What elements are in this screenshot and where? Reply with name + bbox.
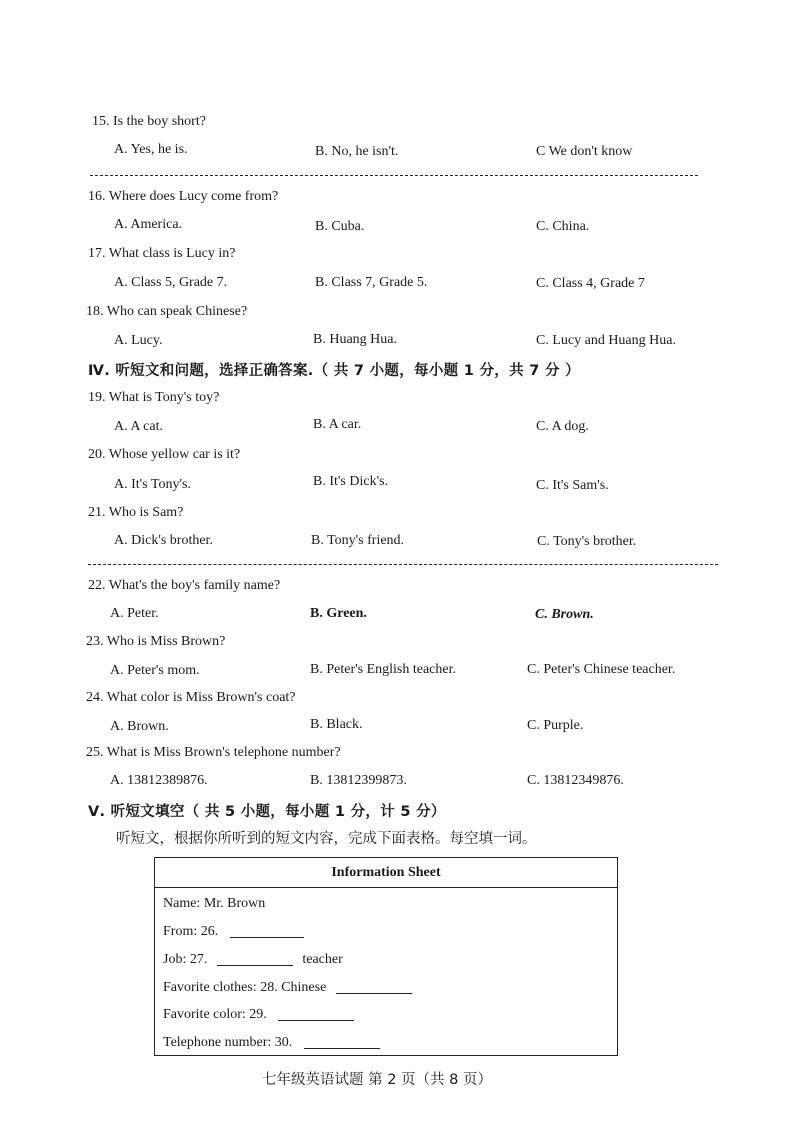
blank-27[interactable] <box>217 951 293 966</box>
clothes-label: Favorite clothes: 28. Chinese <box>163 980 327 995</box>
question-19 <box>88 390 219 406</box>
question-21 <box>88 505 183 521</box>
option-22a: A. Peter. <box>110 606 159 621</box>
option-25b: B. 13812399873. <box>310 773 407 788</box>
option-16a: A. America. <box>114 217 183 232</box>
option-21c: C. Tony's brother. <box>537 534 637 549</box>
blank-26[interactable] <box>230 923 304 938</box>
sheet-phone-row <box>163 1034 380 1051</box>
option-23b: B. Peter's English teacher. <box>310 662 456 677</box>
question-18 <box>86 304 247 320</box>
question-text: Where does Lucy come from? <box>108 189 279 204</box>
cut-line <box>90 175 698 176</box>
question-number: 22. <box>88 578 106 593</box>
section-5-title: Ⅴ. 听短文填空（ 共 5 小题，每小题 1 分，计 5 分） <box>88 804 446 820</box>
option-22c: C. Brown. <box>535 607 594 622</box>
option-22b: B. Green. <box>310 606 367 621</box>
question-number: 21. <box>88 505 106 520</box>
question-text: What color is Miss Brown's coat? <box>106 690 296 705</box>
option-24a: A. Brown. <box>110 719 169 734</box>
option-15c: C We don't know <box>536 144 633 159</box>
question-number: 17. <box>88 246 106 261</box>
question-number: 18. <box>86 304 104 319</box>
option-15a: A. Yes, he is. <box>114 142 188 157</box>
question-23 <box>86 634 225 650</box>
option-23a: A. Peter's mom. <box>110 663 200 678</box>
question-text: What class is Lucy in? <box>108 246 236 261</box>
question-24 <box>86 690 296 706</box>
job-label: Job: 27. <box>163 952 208 967</box>
question-text: Is the boy short? <box>113 114 206 129</box>
option-23c: C. Peter's Chinese teacher. <box>527 662 676 677</box>
question-text: Who is Miss Brown? <box>106 634 226 649</box>
sheet-name-row: Name: Mr. Brown <box>163 896 266 911</box>
question-number: 25. <box>86 745 104 760</box>
option-16c: C. China. <box>536 219 590 234</box>
section-4-title: Ⅳ. 听短文和问题，选择正确答案.（ 共 7 小题，每小题 1 分，共 7 分 ） <box>88 363 580 379</box>
option-20b: B. It's Dick's. <box>313 474 389 489</box>
question-text: Whose yellow car is it? <box>108 447 241 462</box>
option-18c: C. Lucy and Huang Hua. <box>536 333 676 348</box>
blank-28[interactable] <box>336 979 412 994</box>
option-18a: A. Lucy. <box>114 333 163 348</box>
option-24b: B. Black. <box>310 717 363 732</box>
blank-30[interactable] <box>304 1034 380 1049</box>
option-24c: C. Purple. <box>527 718 584 733</box>
question-text: Who is Sam? <box>108 505 184 520</box>
section-5-instruction: 听短文，根据你所听到的短文内容，完成下面表格。每空填一词。 <box>116 831 537 847</box>
question-number: 23. <box>86 634 104 649</box>
question-text: What is Tony's toy? <box>108 390 220 405</box>
sheet-job-row <box>163 951 343 968</box>
option-15b: B. No, he isn't. <box>315 144 399 159</box>
question-number: 20. <box>88 447 106 462</box>
question-text: What's the boy's family name? <box>108 578 281 593</box>
option-17c: C. Class 4, Grade 7 <box>536 276 645 291</box>
option-25a: A. 13812389876. <box>110 773 208 788</box>
question-number: 16. <box>88 189 106 204</box>
question-17 <box>88 246 236 262</box>
option-19c: C. A dog. <box>536 419 589 434</box>
option-19a: A. A cat. <box>114 419 163 434</box>
blank-29[interactable] <box>278 1006 354 1021</box>
option-21b: B. Tony's friend. <box>311 533 405 548</box>
question-number: 24. <box>86 690 104 705</box>
question-number: 15. <box>92 114 110 129</box>
option-18b: B. Huang Hua. <box>313 332 397 347</box>
option-25c: C. 13812349876. <box>527 773 624 788</box>
sheet-heading: Information Sheet <box>155 858 617 888</box>
question-15 <box>92 114 206 130</box>
option-17a: A. Class 5, Grade 7. <box>114 275 228 290</box>
information-sheet <box>154 857 618 1056</box>
page-footer: 七年级英语试题 第 2 页（共 8 页） <box>262 1072 492 1088</box>
sheet-clothes-row <box>163 979 412 996</box>
question-25 <box>86 745 341 761</box>
color-label: Favorite color: 29. <box>163 1007 267 1022</box>
option-19b: B. A car. <box>313 417 362 432</box>
phone-label: Telephone number: 30. <box>163 1035 293 1050</box>
question-number: 19. <box>88 390 106 405</box>
cut-line <box>88 564 718 565</box>
option-20c: C. It's Sam's. <box>536 478 609 493</box>
option-17b: B. Class 7, Grade 5. <box>315 275 428 290</box>
option-21a: A. Dick's brother. <box>114 533 213 548</box>
question-16 <box>88 189 278 205</box>
question-text: What is Miss Brown's telephone number? <box>106 745 341 760</box>
question-22 <box>88 578 280 594</box>
sheet-color-row <box>163 1006 354 1023</box>
question-text: Who can speak Chinese? <box>106 304 248 319</box>
job-suffix: teacher <box>302 952 343 967</box>
question-20 <box>88 447 240 463</box>
from-label: From: 26. <box>163 924 219 939</box>
sheet-from-row <box>163 923 304 940</box>
option-20a: A. It's Tony's. <box>114 477 191 492</box>
option-16b: B. Cuba. <box>315 219 365 234</box>
